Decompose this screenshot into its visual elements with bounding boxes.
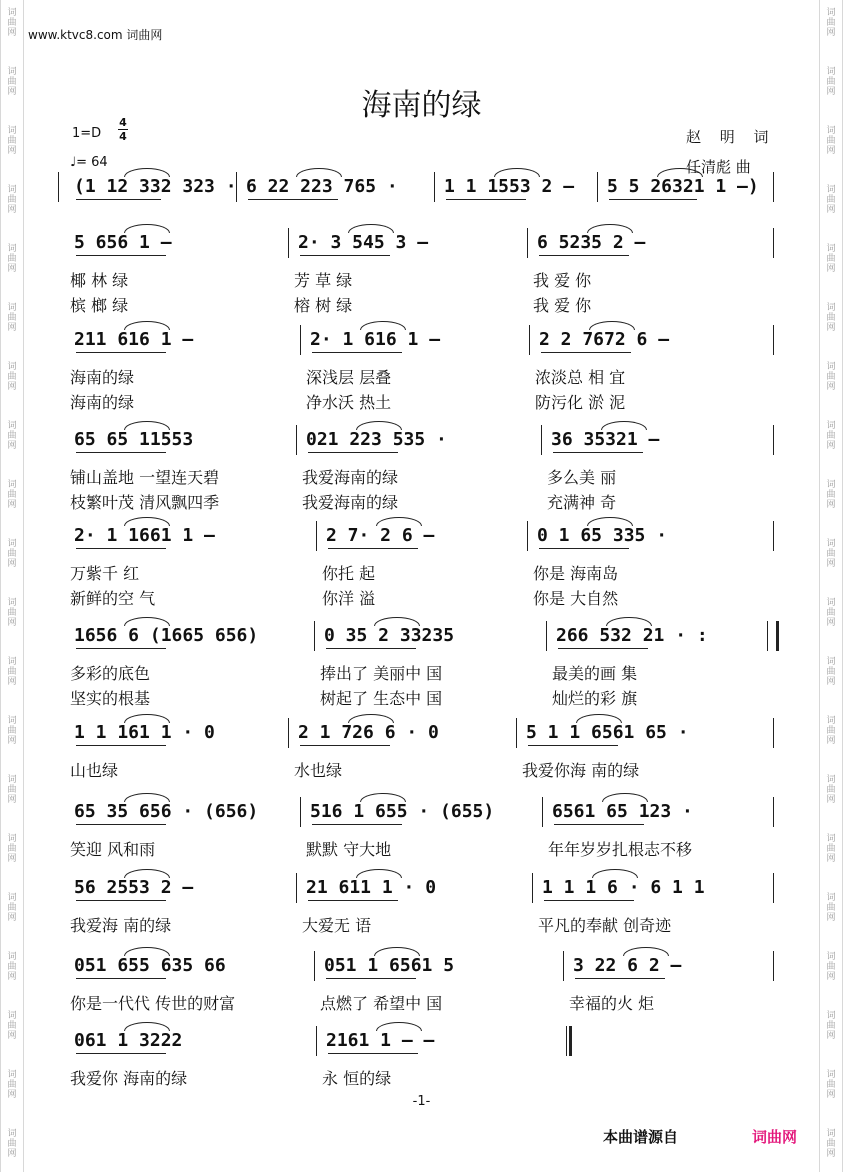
- bar-line: [434, 172, 435, 202]
- measure-notes: 1 1 1 6 · 6 1 1: [542, 877, 705, 898]
- beam-underline: [328, 1053, 418, 1054]
- lyric-segment: 深浅层 层叠: [306, 368, 392, 387]
- bar-line: [296, 425, 297, 455]
- watermark-mark: 词 曲 网: [7, 952, 17, 982]
- beam-underline: [76, 648, 166, 649]
- measure-notes: 0 35 2 33235: [324, 625, 455, 646]
- bar-line: [597, 172, 598, 202]
- notation-line: [64, 325, 778, 353]
- beam-underline: [308, 452, 398, 453]
- bar-line: [773, 325, 774, 355]
- beam-underline: [328, 548, 418, 549]
- measure-notes: 65 35 656 · (656): [74, 801, 259, 822]
- measure-notes: 266 532 21 · :: [556, 625, 708, 646]
- watermark-mark: 词 曲 网: [826, 421, 836, 451]
- slur-mark: [606, 617, 652, 626]
- slur-mark: [592, 869, 638, 878]
- lyric-segment: 充满神 奇: [547, 493, 617, 512]
- watermark-mark: 词 曲 网: [7, 775, 17, 805]
- beam-underline: [300, 255, 390, 256]
- beam-underline: [544, 900, 634, 901]
- beam-underline: [76, 824, 166, 825]
- watermark-mark: 词 曲 网: [826, 244, 836, 274]
- lyric-segment: 平凡的奉献 创奇迹: [538, 916, 672, 935]
- meter-bottom: 4: [119, 130, 127, 143]
- slur-mark: [296, 168, 342, 177]
- measure-notes: 6561 65 123 ·: [552, 801, 693, 822]
- lyric-segment: 我 爱 你: [533, 296, 592, 315]
- lyricist: 赵 明 词: [686, 128, 776, 146]
- measure-notes: 516 1 655 · (655): [310, 801, 495, 822]
- bar-line: [566, 1026, 567, 1056]
- measure-notes: 1656 6 (1665 656): [74, 625, 259, 646]
- beam-underline: [76, 548, 166, 549]
- watermark-mark: 词 曲 网: [826, 893, 836, 923]
- lyric-line-verse-1: [64, 365, 778, 387]
- lyric-segment: 海南的绿: [70, 393, 135, 412]
- bar-line: [58, 172, 59, 202]
- slur-mark: [374, 617, 420, 626]
- beam-underline: [76, 745, 166, 746]
- slur-mark: [376, 517, 422, 526]
- lyric-line-verse-2: [64, 293, 778, 315]
- lyric-segment: 幸福的火 炬: [569, 994, 655, 1013]
- bar-line: [773, 873, 774, 903]
- slur-mark: [356, 869, 402, 878]
- bar-line: [563, 951, 564, 981]
- slur-mark: [602, 793, 648, 802]
- lyric-segment: 枝繁叶茂 清风飘四季: [70, 493, 220, 512]
- beam-underline: [539, 255, 629, 256]
- slur-mark: [124, 1022, 170, 1031]
- lyric-segment: 最美的画 集: [552, 664, 638, 683]
- watermark-mark: 词 曲 网: [7, 893, 17, 923]
- measure-notes: 56 2553 2 –: [74, 877, 194, 898]
- slur-mark: [623, 947, 669, 956]
- watermark-mark: 词 曲 网: [826, 67, 836, 97]
- measure-notes: 5 1 1 6561 65 ·: [526, 722, 689, 743]
- watermark-mark: 词 曲 网: [7, 244, 17, 274]
- beam-underline: [76, 900, 166, 901]
- slur-mark: [587, 517, 633, 526]
- lyric-segment: 榕 树 绿: [294, 296, 353, 315]
- watermark-mark: 词 曲 网: [7, 539, 17, 569]
- watermark-mark: 词 曲 网: [7, 362, 17, 392]
- beam-underline: [300, 745, 390, 746]
- slur-mark: [348, 224, 394, 233]
- lyric-line-verse-1: [64, 913, 778, 935]
- lyric-line-verse-1: [64, 465, 778, 487]
- bar-line: [773, 521, 774, 551]
- watermark-mark: 词 曲 网: [826, 716, 836, 746]
- watermark-mark: 词 曲 网: [826, 1070, 836, 1100]
- composer: 任清彪 曲: [686, 158, 751, 176]
- lyric-segment: 灿烂的彩 旗: [552, 689, 638, 708]
- bar-line: [527, 228, 528, 258]
- tempo-marking: ♩= 64: [70, 155, 108, 170]
- notation-line: [64, 951, 778, 979]
- beam-underline: [541, 352, 631, 353]
- beam-underline: [76, 978, 166, 979]
- lyric-segment: 我爱你海 南的绿: [522, 761, 640, 780]
- beam-underline: [312, 352, 402, 353]
- slur-mark: [124, 947, 170, 956]
- lyric-segment: 大爱无 语: [302, 916, 372, 935]
- beam-underline: [308, 900, 398, 901]
- watermark-mark: 词 曲 网: [826, 952, 836, 982]
- bar-line: [532, 873, 533, 903]
- watermark-mark: 词 曲 网: [7, 126, 17, 156]
- beam-underline: [558, 648, 648, 649]
- measure-notes: 061 1 3222: [74, 1030, 183, 1051]
- bar-line: [773, 951, 774, 981]
- bar-line: [542, 797, 543, 827]
- song-title: 海南的绿: [361, 88, 482, 123]
- slur-mark: [124, 617, 170, 626]
- watermark-mark: 词 曲 网: [826, 8, 836, 38]
- measure-notes: 2161 1 – –: [326, 1030, 435, 1051]
- key-signature: 1=D: [72, 126, 102, 141]
- bar-line: [316, 1026, 317, 1056]
- slur-mark: [124, 224, 170, 233]
- lyric-segment: 你是 大自然: [533, 589, 619, 608]
- lyric-segment: 我爱海南的绿: [302, 493, 399, 512]
- bar-line: [300, 797, 301, 827]
- bar-line: [300, 325, 301, 355]
- lyric-segment: 槟 榔 绿: [70, 296, 129, 315]
- measure-notes: 2· 1 616 1 –: [310, 329, 441, 350]
- time-signature: [118, 116, 128, 143]
- slur-mark: [376, 1022, 422, 1031]
- measure-notes: 051 655 635 66: [74, 955, 226, 976]
- watermark-mark: 词 曲 网: [826, 1129, 836, 1159]
- brand-logo-text: 词曲网: [752, 1128, 798, 1146]
- watermark-mark: 词 曲 网: [7, 303, 17, 333]
- beam-underline: [326, 978, 416, 979]
- lyric-line-verse-1: [64, 991, 778, 1013]
- lyric-line-verse-1: [64, 268, 778, 290]
- watermark-mark: 词 曲 网: [826, 362, 836, 392]
- beam-underline: [446, 199, 526, 200]
- measure-notes: 36 35321 –: [551, 429, 660, 450]
- slur-mark: [124, 168, 170, 177]
- lyric-segment: 你洋 溢: [322, 589, 376, 608]
- slur-mark: [601, 421, 647, 430]
- measure-notes: 211 616 1 –: [74, 329, 194, 350]
- watermark-mark: 词 曲 网: [826, 126, 836, 156]
- lyric-segment: 多么美 丽: [547, 468, 617, 487]
- watermark-mark: 词 曲 网: [826, 657, 836, 687]
- measure-notes: 6 5235 2 –: [537, 232, 646, 253]
- beam-underline: [539, 548, 629, 549]
- bar-line: [773, 718, 774, 748]
- slur-mark: [124, 869, 170, 878]
- watermark-mark: 词 曲 网: [7, 67, 17, 97]
- bar-line: [541, 425, 542, 455]
- slur-mark: [124, 714, 170, 723]
- beam-underline: [76, 199, 161, 200]
- beam-underline: [248, 199, 338, 200]
- slur-mark: [124, 517, 170, 526]
- lyric-segment: 笑迎 风和雨: [70, 840, 156, 859]
- measure-notes: 65 65 11553: [74, 429, 194, 450]
- lyric-line-verse-2: [64, 390, 778, 412]
- watermark-mark: 词 曲 网: [7, 1070, 17, 1100]
- notation-line: [64, 1026, 778, 1054]
- lyric-line-verse-2: [64, 586, 778, 608]
- lyric-segment: 年年岁岁扎根志不移: [548, 840, 693, 859]
- meter-top: 4: [119, 116, 127, 129]
- lyric-line-verse-1: [64, 561, 778, 583]
- page-number: -1-: [412, 1094, 431, 1109]
- watermark-mark: 词 曲 网: [7, 185, 17, 215]
- beam-underline: [528, 745, 618, 746]
- repeat-bar-line: [776, 621, 779, 651]
- watermark-mark: 词 曲 网: [7, 8, 17, 38]
- measure-notes: 2· 1 1661 1 –: [74, 525, 215, 546]
- bar-line: [773, 228, 774, 258]
- lyric-segment: 防污化 淤 泥: [535, 393, 626, 412]
- watermark-mark: 词 曲 网: [7, 598, 17, 628]
- right-watermark-strip: [819, 0, 843, 1172]
- watermark-mark: 词 曲 网: [826, 834, 836, 864]
- beam-underline: [609, 199, 697, 200]
- notation-line: [64, 228, 778, 256]
- measure-notes: 2 2 7672 6 –: [539, 329, 670, 350]
- bar-line: [296, 873, 297, 903]
- lyric-segment: 点燃了 希望中 国: [320, 994, 443, 1013]
- notation-line: [64, 172, 778, 200]
- watermark-mark: 词 曲 网: [7, 421, 17, 451]
- lyric-segment: 我 爱 你: [533, 271, 592, 290]
- lyric-line-verse-1: [64, 661, 778, 683]
- bar-line: [316, 521, 317, 551]
- bar-line: [516, 718, 517, 748]
- measure-notes: 021 223 535 ·: [306, 429, 447, 450]
- measure-notes: 6 22 223 765 ·: [246, 176, 398, 197]
- notation-line: [64, 718, 778, 746]
- final-bar-line: [569, 1026, 572, 1056]
- bar-line: [527, 521, 528, 551]
- left-watermark-strip: [0, 0, 24, 1172]
- lyric-segment: 你托 起: [322, 564, 376, 583]
- watermark-mark: 词 曲 网: [826, 480, 836, 510]
- slur-mark: [124, 321, 170, 330]
- lyric-segment: 山也绿: [70, 761, 119, 780]
- watermark-mark: 词 曲 网: [826, 539, 836, 569]
- lyric-segment: 浓淡总 相 宜: [535, 368, 626, 387]
- measure-notes: 5 656 1 –: [74, 232, 172, 253]
- lyric-segment: 净水沃 热土: [306, 393, 392, 412]
- beam-underline: [575, 978, 665, 979]
- measure-notes: 2 7· 2 6 –: [326, 525, 435, 546]
- slur-mark: [356, 421, 402, 430]
- watermark-mark: 词 曲 网: [7, 716, 17, 746]
- notation-line: [64, 425, 778, 453]
- site-url: www.ktvc8.com 词曲网: [28, 28, 163, 42]
- slur-mark: [124, 421, 170, 430]
- measure-notes: 1 1 1553 2 –: [444, 176, 575, 197]
- lyric-segment: 新鲜的空 气: [70, 589, 156, 608]
- bar-line: [529, 325, 530, 355]
- beam-underline: [76, 255, 166, 256]
- watermark-mark: 词 曲 网: [826, 185, 836, 215]
- lyric-line-verse-1: [64, 1066, 778, 1088]
- lyric-segment: 树起了 生态中 国: [320, 689, 443, 708]
- lyric-segment: 我爱你 海南的绿: [70, 1069, 188, 1088]
- watermark-mark: 词 曲 网: [826, 775, 836, 805]
- beam-underline: [553, 452, 643, 453]
- lyric-segment: 你是一代代 传世的财富: [70, 994, 236, 1013]
- lyric-segment: 永 恒的绿: [322, 1069, 392, 1088]
- lyric-segment: 海南的绿: [70, 368, 135, 387]
- bar-line: [767, 621, 768, 651]
- bar-line: [314, 621, 315, 651]
- bar-line: [288, 718, 289, 748]
- beam-underline: [76, 352, 166, 353]
- bar-line: [773, 172, 774, 202]
- measure-notes: 051 1 6561 5: [324, 955, 455, 976]
- slur-mark: [348, 714, 394, 723]
- beam-underline: [76, 1053, 166, 1054]
- watermark-mark: 词 曲 网: [826, 598, 836, 628]
- slur-mark: [589, 321, 635, 330]
- lyric-segment: 椰 林 绿: [70, 271, 129, 290]
- lyric-line-verse-1: [64, 837, 778, 859]
- bar-line: [288, 228, 289, 258]
- lyric-segment: 水也绿: [294, 761, 343, 780]
- lyric-segment: 坚实的根基: [70, 689, 151, 708]
- lyric-segment: 捧出了 美丽中 国: [320, 664, 443, 683]
- measure-notes: 5 5 26321 1 –): [607, 176, 759, 197]
- lyric-segment: 我爱海 南的绿: [70, 916, 172, 935]
- notation-line: [64, 621, 778, 649]
- measure-notes: 2· 3 545 3 –: [298, 232, 429, 253]
- slur-mark: [576, 714, 622, 723]
- lyric-segment: 多彩的底色: [70, 664, 151, 683]
- bar-line: [773, 425, 774, 455]
- watermark-mark: 词 曲 网: [7, 657, 17, 687]
- lyric-line-verse-2: [64, 490, 778, 512]
- slur-mark: [587, 224, 633, 233]
- watermark-mark: 词 曲 网: [7, 834, 17, 864]
- slur-mark: [360, 321, 406, 330]
- notation-line: [64, 873, 778, 901]
- lyric-segment: 万紫千 红: [70, 564, 140, 583]
- watermark-mark: 词 曲 网: [7, 480, 17, 510]
- measure-notes: 0 1 65 335 ·: [537, 525, 668, 546]
- beam-underline: [312, 824, 402, 825]
- watermark-mark: 词 曲 网: [7, 1129, 17, 1159]
- bar-line: [546, 621, 547, 651]
- lyric-line-verse-2: [64, 686, 778, 708]
- watermark-mark: 词 曲 网: [826, 1011, 836, 1041]
- beam-underline: [554, 824, 644, 825]
- slur-mark: [374, 947, 420, 956]
- lyric-line-verse-1: [64, 758, 778, 780]
- bar-line: [314, 951, 315, 981]
- measure-notes: 1 1 161 1 · 0: [74, 722, 215, 743]
- bar-line: [773, 797, 774, 827]
- slur-mark: [124, 793, 170, 802]
- watermark-mark: 词 曲 网: [7, 1011, 17, 1041]
- lyric-segment: 默默 守大地: [306, 840, 392, 859]
- lyric-segment: 我爱海南的绿: [302, 468, 399, 487]
- lyric-segment: 铺山盖地 一望连天碧: [70, 468, 220, 487]
- measure-notes: 3 22 6 2 –: [573, 955, 682, 976]
- slur-mark: [360, 793, 406, 802]
- notation-line: [64, 521, 778, 549]
- measure-notes: 2 1 726 6 · 0: [298, 722, 439, 743]
- beam-underline: [76, 452, 166, 453]
- slur-mark: [494, 168, 540, 177]
- lyric-segment: 你是 海南岛: [533, 564, 619, 583]
- lyric-segment: 芳 草 绿: [294, 271, 353, 290]
- measure-notes: 21 611 1 · 0: [306, 877, 437, 898]
- notation-line: [64, 797, 778, 825]
- beam-underline: [326, 648, 416, 649]
- measure-notes: (1 12 332 323 ·: [74, 176, 237, 197]
- source-label: 本曲谱源自: [603, 1128, 679, 1146]
- watermark-mark: 词 曲 网: [826, 303, 836, 333]
